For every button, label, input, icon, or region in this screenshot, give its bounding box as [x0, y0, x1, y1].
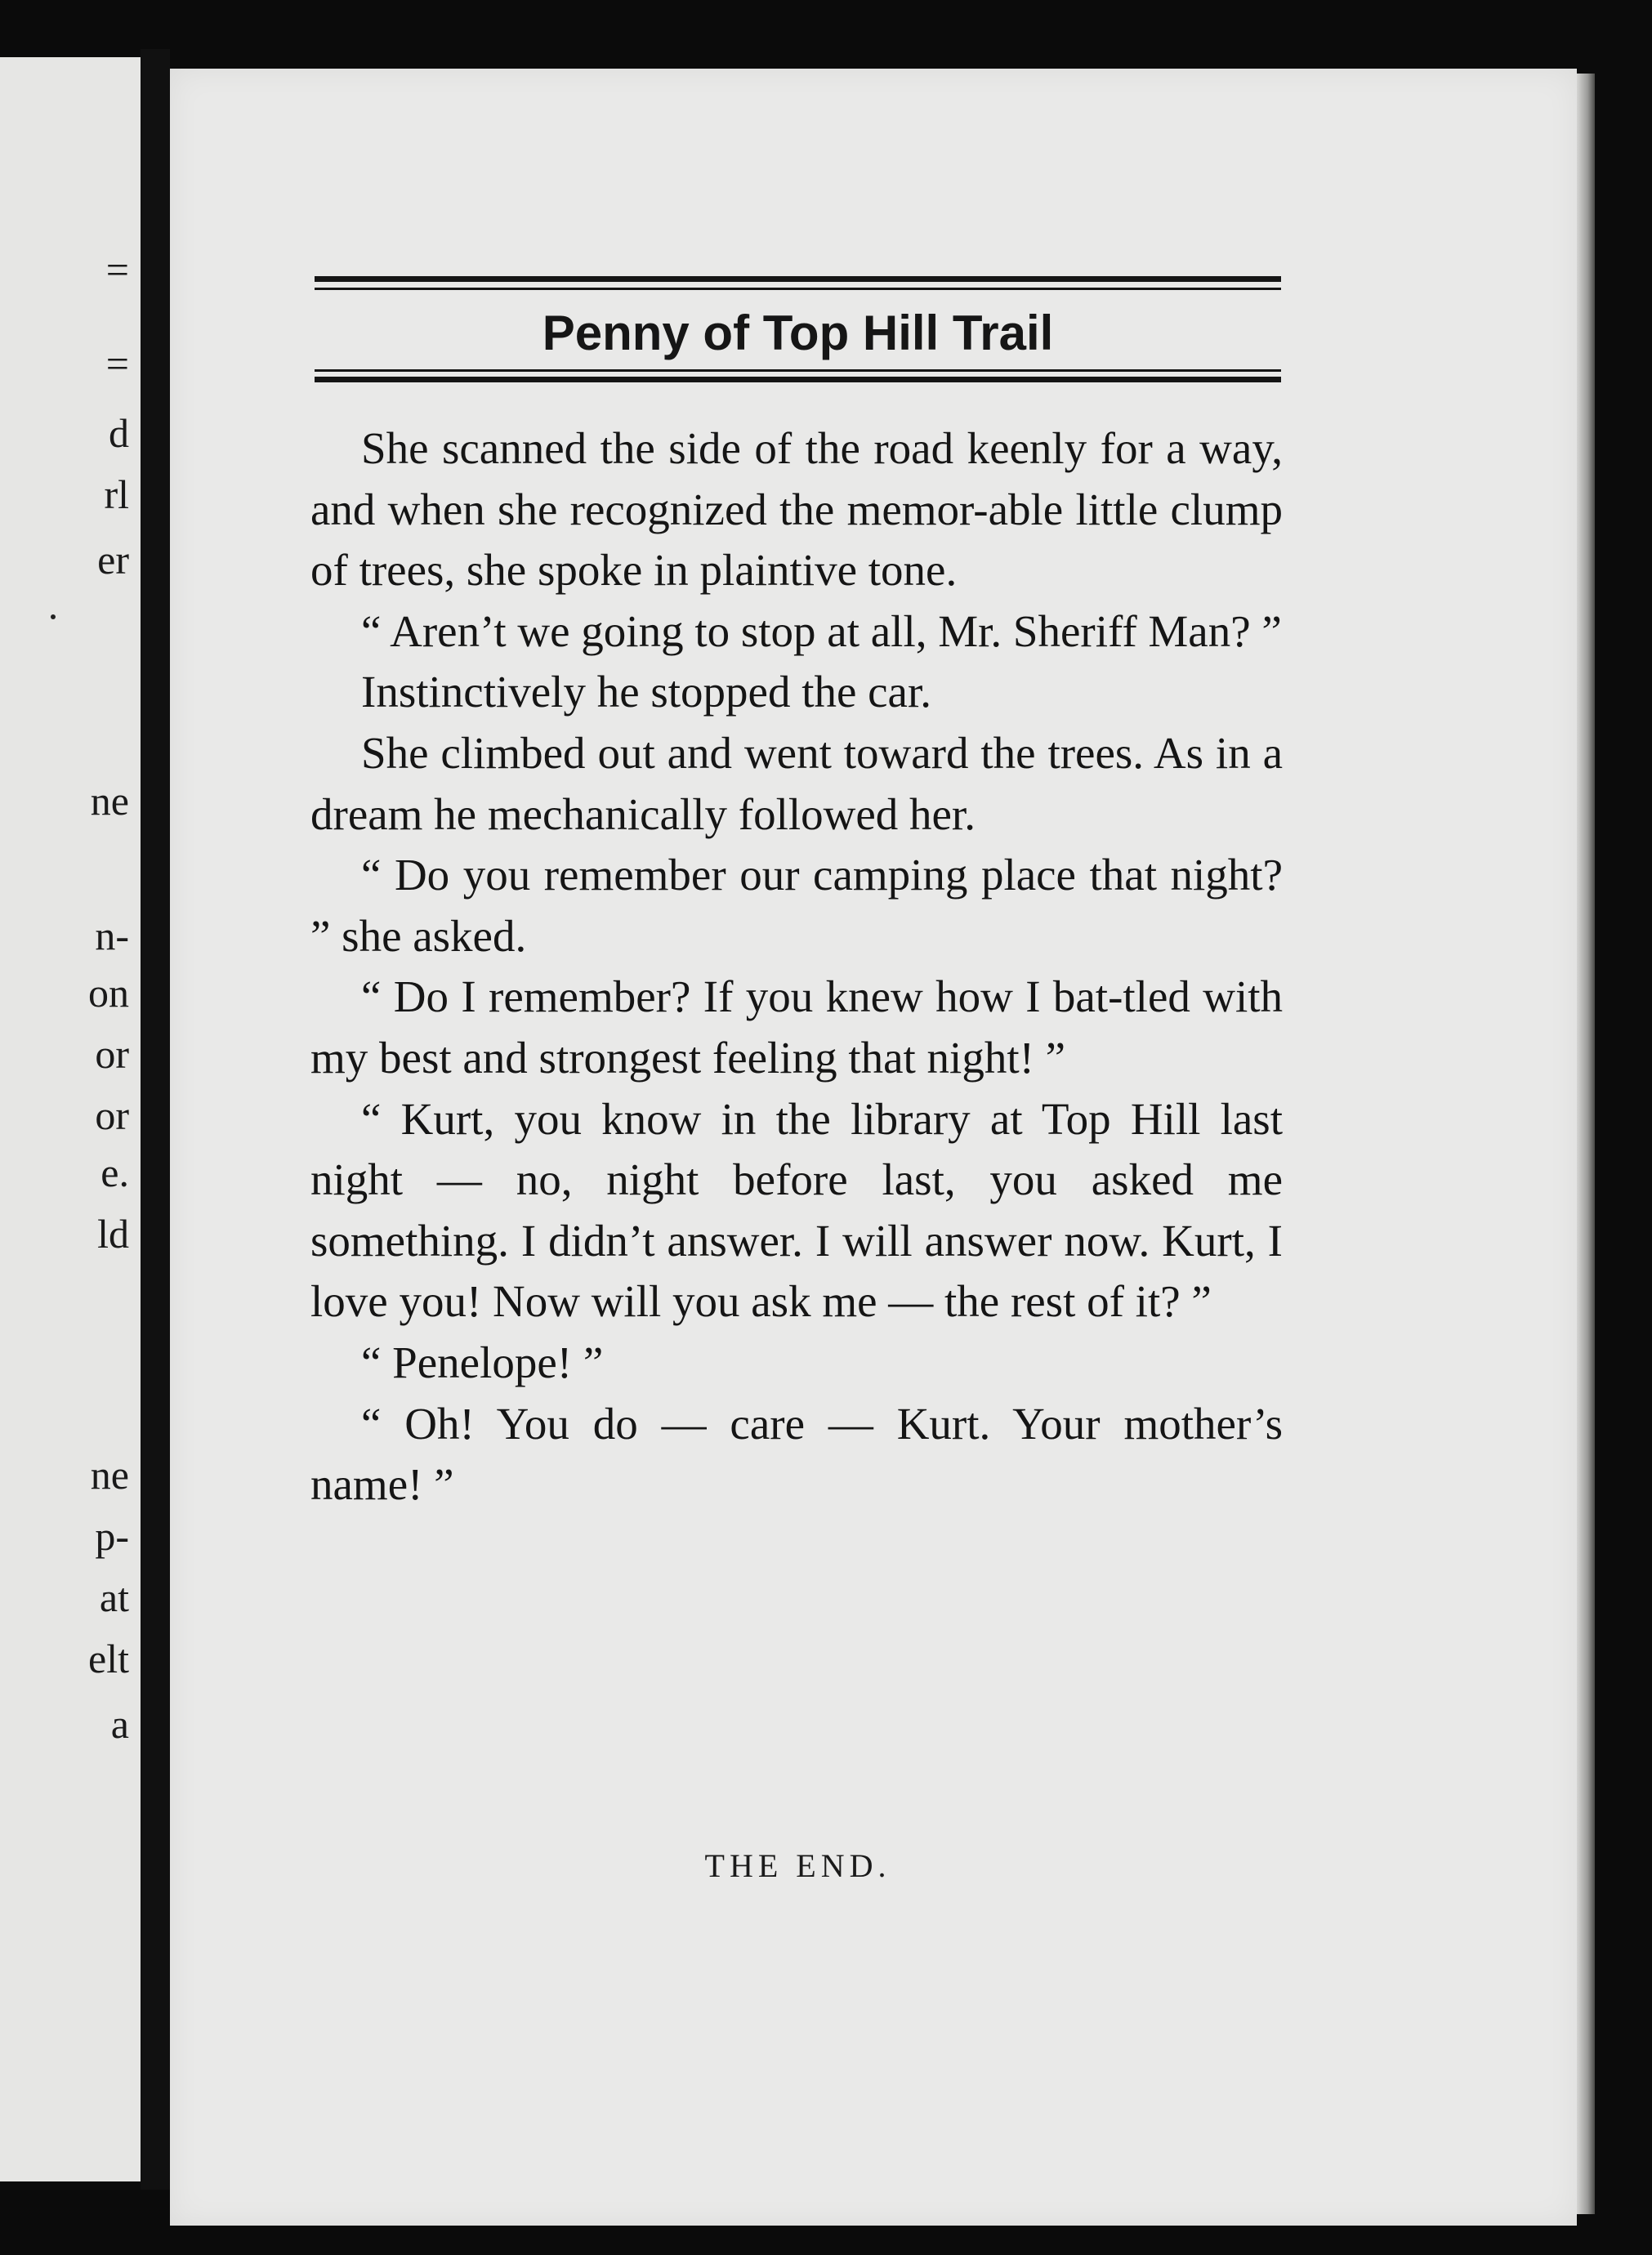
- paragraph: She climbed out and went toward the trees. As in a dream he mechanically followed her.: [310, 727, 1283, 839]
- paragraph: “ Penelope! ”: [361, 1337, 604, 1387]
- facing-page-text-fragment: or: [95, 1031, 129, 1077]
- facing-page-text-fragment: =: [105, 247, 129, 292]
- the-end-label: THE END.: [704, 1847, 891, 1884]
- facing-page-text-fragment: ne: [90, 778, 129, 824]
- facing-page-text-fragment: d: [109, 410, 129, 456]
- facing-page-text-fragment: n-: [95, 913, 129, 958]
- page-edge: [1577, 74, 1595, 2214]
- paragraph: “ Do I remember? If you knew how I bat-tled with my best and strongest feeling that night! ”: [310, 971, 1283, 1083]
- facing-page-text-fragment: e.: [100, 1150, 129, 1195]
- paragraph: “ Do you remember our camping place that night? ” she asked.: [310, 850, 1283, 961]
- facing-page-text-fragment: on: [88, 970, 129, 1016]
- body-text: [310, 418, 1283, 1516]
- adjacent-page: [0, 57, 141, 2181]
- facing-page-text-fragment: ne: [90, 1452, 129, 1498]
- facing-page-text-fragment: elt: [88, 1636, 129, 1681]
- paragraph: “ Kurt, you know in the library at Top Hill last night — no, night before last, you asked me something. I didn’t answer. I will answer now. Kurt, I love you! Now will you ask me — the rest of it? ”: [310, 1093, 1283, 1327]
- paper-speck: [51, 614, 56, 619]
- header-rule-top-thin: [315, 288, 1281, 290]
- book-gutter: [141, 49, 170, 2190]
- facing-page-text-fragment: or: [95, 1092, 129, 1138]
- paragraph: She scanned the side of the road keenly for a way, and when she recognized the memor-able little clump of trees, she spoke in plaintive tone.: [310, 423, 1283, 596]
- paragraph: “ Oh! You do — care — Kurt. Your mother’s name! ”: [310, 1398, 1283, 1510]
- facing-page-text-fragment: p-: [95, 1513, 129, 1559]
- facing-page-text-fragment: a: [110, 1701, 129, 1747]
- header-rule-top-thick: [315, 276, 1281, 282]
- header-rule-bottom-thick: [315, 377, 1281, 382]
- running-head: Penny of Top Hill Trail: [542, 306, 1054, 360]
- facing-page-text-fragment: at: [99, 1574, 129, 1620]
- paragraph: “ Aren’t we going to stop at all, Mr. Sheriff Man? ”: [361, 605, 1282, 656]
- facing-page-text-fragment: =: [105, 341, 129, 386]
- header-rule-bottom-thin: [315, 369, 1281, 372]
- facing-page-text-fragment: rl: [104, 471, 129, 517]
- facing-page-text-fragment: ld: [97, 1211, 129, 1257]
- paragraph: Instinctively he stopped the car.: [361, 667, 932, 717]
- facing-page-text-fragment: er: [97, 537, 129, 583]
